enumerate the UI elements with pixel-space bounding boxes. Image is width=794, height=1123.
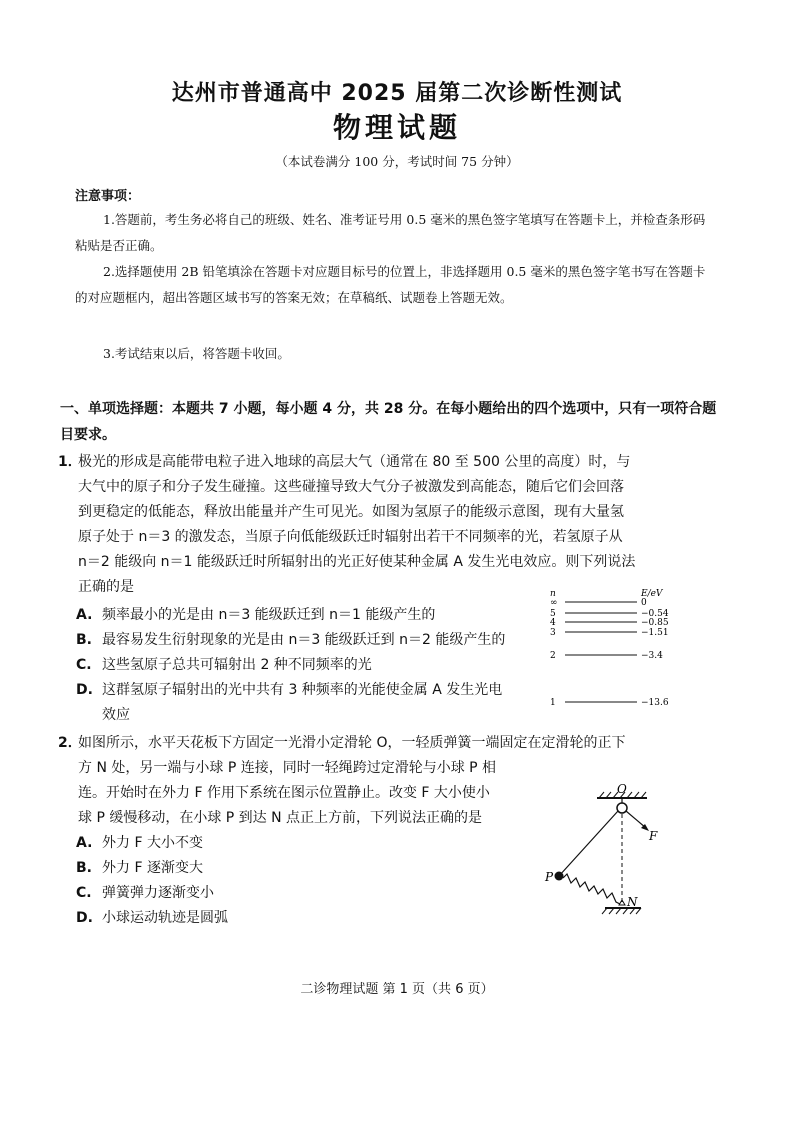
energy-level-row [550,618,669,628]
level-n-label: 5 [550,609,556,619]
level-energy-label: −0.85 [641,618,669,628]
q1-option-b[interactable] [76,628,546,653]
q2-option-d[interactable] [76,906,376,931]
q2-line: 连。开始时在外力 F 作用下系统在图示位置静止。改变 F 大小使小 [78,785,490,801]
option-text: 小球运动轨迹是圆弧 [102,910,228,926]
label-f: F [649,829,658,843]
n-axis-label: n [550,589,556,599]
option-text: 外力 F 大小不变 [102,835,203,851]
option-label: D. [76,682,93,698]
notice-text: 1.答题前，考生务必将自己的班级、姓名、准考证号用 0.5 毫米的黑色签字笔填写在答题卡上，并检查条形码粘贴是否正确。 [75,212,706,253]
level-energy-label: −0.54 [641,609,669,619]
option-label: A. [76,607,93,623]
energy-axis-label: E/eV [641,589,663,599]
level-n-label: 1 [550,698,556,708]
q1-line: 正确的是 [78,579,134,595]
level-n-label: 3 [550,628,556,638]
q1-option-c[interactable] [76,653,546,678]
q1-line: n＝2 能级向 n＝1 能级跃迁时所辐射出的光正好使某种金属 A 发生光电效应。则下列说法 [78,554,636,570]
level-n-label: 4 [550,618,556,628]
level-energy-label: −1.51 [641,628,669,638]
q1-option-a[interactable] [76,603,546,628]
notice-text: 2.选择题使用 2B 铅笔填涂在答题卡对应题目标号的位置上，非选择题用 0.5 毫米的黑色签字笔书写在答题卡的对应题框内，超出答题区域书写的答案无效；在草稿纸、试题卷上答题无效。 [75,264,706,305]
energy-level-row [550,628,669,638]
notice-item-2 [75,259,711,311]
q2-options [76,831,376,931]
page-footer: 二诊物理试题 第 1 页（共 6 页） [300,982,494,997]
q1-line: 到更稳定的低能态，释放出能量并产生可见光。如图为氢原子的能级示意图，现有大量氢 [78,504,624,520]
notice-text: 3.考试结束以后，将答题卡收回。 [103,346,290,361]
option-text: 这群氢原子辐射出的光中共有 3 种频率的光能使金属 A 发生光电 [102,682,503,698]
rope [559,811,618,876]
q1-option-d[interactable] [76,678,546,703]
label-o: O [617,782,627,796]
section-1-heading: 一、单项选择题：本题共 7 小题，每小题 4 分，共 28 分。在每小题给出的四个选项中，只有一项符合题目要求。 [60,401,717,443]
option-label: C. [76,885,92,901]
notice-item-1 [75,207,711,259]
option-text: 外力 F 逐渐变大 [102,860,203,876]
q2-line: 球 P 缓慢移动，在小球 P 到达 N 点正上方前，下列说法正确的是 [78,810,483,826]
label-p: P [545,870,554,884]
q1-line: 极光的形成是高能带电粒子进入地球的高层大气（通常在 80 至 500 公里的高度）时，与 [78,454,631,470]
q1-stem [78,450,728,600]
q1-options [76,603,546,728]
spring [563,874,620,904]
option-text: 频率最小的光是由 n＝3 能级跃迁到 n＝1 能级产生的 [102,607,436,623]
pulley-spring-diagram [535,778,675,923]
level-energy-label: −13.6 [641,698,669,708]
option-text: 这些氢原子总共可辐射出 2 种不同频率的光 [102,657,372,673]
force-f-arrow [626,811,646,828]
q2-line: 方 N 处，另一端与小球 P 连接，同时一轻绳跨过定滑轮与小球 P 相 [78,760,497,776]
exam-title: 达州市普通高中 2025 届第二次诊断性测试 [171,81,623,106]
option-text: 最容易发生衍射现象的光是由 n＝3 能级跃迁到 n＝2 能级产生的 [102,632,506,648]
energy-levels [550,598,669,708]
notice-heading: 注意事项： [75,189,141,204]
subject-title: 物理试题 [332,111,461,144]
level-n-label: ∞ [550,598,558,608]
option-label: C. [76,657,92,673]
q2-option-c[interactable] [76,881,376,906]
level-n-label: 2 [550,651,556,661]
label-n: N [627,895,638,909]
q1-option-d-cont: 效应 [102,707,130,723]
option-label: B. [76,632,92,648]
notice-item-3 [75,341,711,367]
option-label: B. [76,860,92,876]
level-energy-label: −3.4 [641,651,663,661]
level-energy-label: 0 [641,598,647,608]
q2-number: 2． [58,735,82,751]
q1-line: 大气中的原子和分子发生碰撞。这些碰撞导致大气分子被激发到高能态，随后它们会回落 [78,479,624,495]
q2-line: 如图所示，水平天花板下方固定一光滑小定滑轮 O，一轻质弹簧一端固定在定滑轮的正下 [78,735,626,751]
pulley-o [617,803,627,813]
anchor-n [619,900,625,905]
q1-line: 原子处于 n＝3 的激发态，当原子向低能级跃迁时辐射出若干不同频率的光，若氢原子从 [78,529,623,545]
option-label: A. [76,835,93,851]
energy-level-row [550,651,663,661]
q2-option-b[interactable] [76,856,376,881]
option-label: D. [76,910,93,926]
q2-option-a[interactable] [76,831,376,856]
energy-level-diagram [545,585,675,710]
ball-p [555,872,564,881]
q1-number: 1． [58,454,82,470]
energy-level-row [550,698,669,708]
option-text: 弹簧弹力逐渐变小 [102,885,214,901]
exam-info: （本试卷满分 100 分，考试时间 75 分钟） [275,154,519,169]
energy-level-row [550,598,647,608]
